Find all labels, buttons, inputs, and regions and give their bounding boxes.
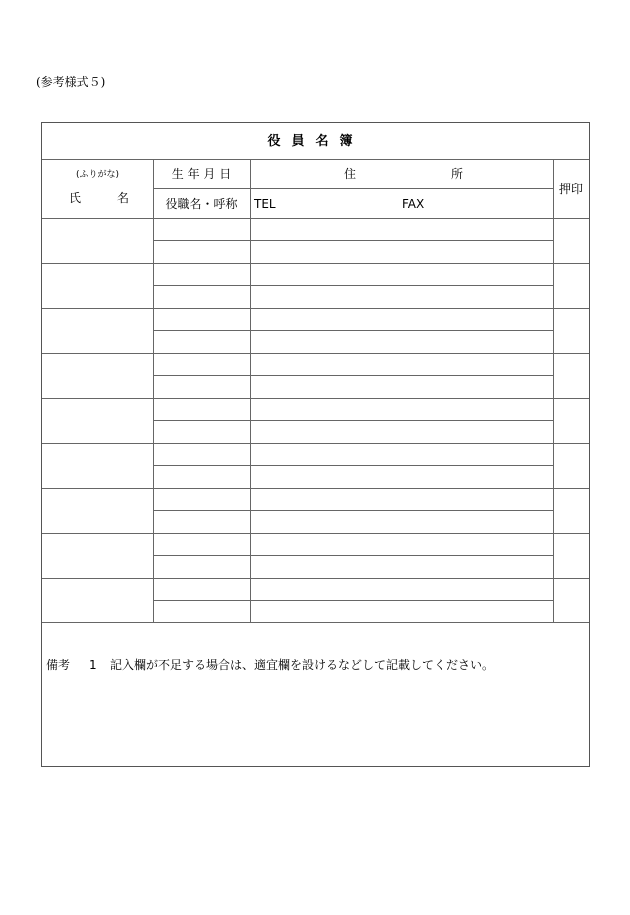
entry-row-bottom-border [42,443,589,444]
address-column-divider [553,159,554,622]
entry-row-inner-divider [153,510,553,511]
name-column-divider [153,159,154,622]
header-mid-divider [153,188,553,189]
furigana-label: (ふりがな) [75,170,120,180]
entry-row-bottom-border [42,263,589,264]
header-bottom-divider [42,218,589,219]
address-label-first: 住 [344,167,357,181]
seal-label: 押印 [558,182,583,196]
entry-row-inner-divider [153,285,553,286]
name-label-first: 氏 [69,191,82,205]
entry-row-bottom-border [42,398,589,399]
remark-number: 1 [89,658,97,672]
name-label-last: 名 [117,191,130,205]
entry-row-inner-divider [153,555,553,556]
entry-row-bottom-border [42,308,589,309]
entry-row-inner-divider [153,465,553,466]
position-label: 役職名・呼称 [165,197,238,211]
entry-row-bottom-border [42,353,589,354]
birthdate-label: 生 年 月 日 [171,167,232,181]
fax-label: FAX [402,197,425,211]
remark-text: 記入欄が不足する場合は、適宜欄を設けるなどして記載してください。 [110,658,495,672]
entry-row-inner-divider [153,240,553,241]
entry-row-inner-divider [153,600,553,601]
tel-label: TEL [254,197,276,211]
address-label-last: 所 [451,167,464,181]
title-divider [42,159,589,160]
remarks-label: 備考 [46,658,71,672]
form-title: 役員名簿 [267,134,364,149]
birthdate-column-divider [250,159,251,622]
entry-row-inner-divider [153,420,553,421]
entry-row-inner-divider [153,330,553,331]
entry-row-bottom-border [42,488,589,489]
entry-row-bottom-border [42,622,589,623]
reference-form-label: (参考様式５) [36,75,106,89]
entry-row-bottom-border [42,578,589,579]
officer-register-form [41,122,590,767]
entry-row-bottom-border [42,533,589,534]
entry-row-inner-divider [153,375,553,376]
